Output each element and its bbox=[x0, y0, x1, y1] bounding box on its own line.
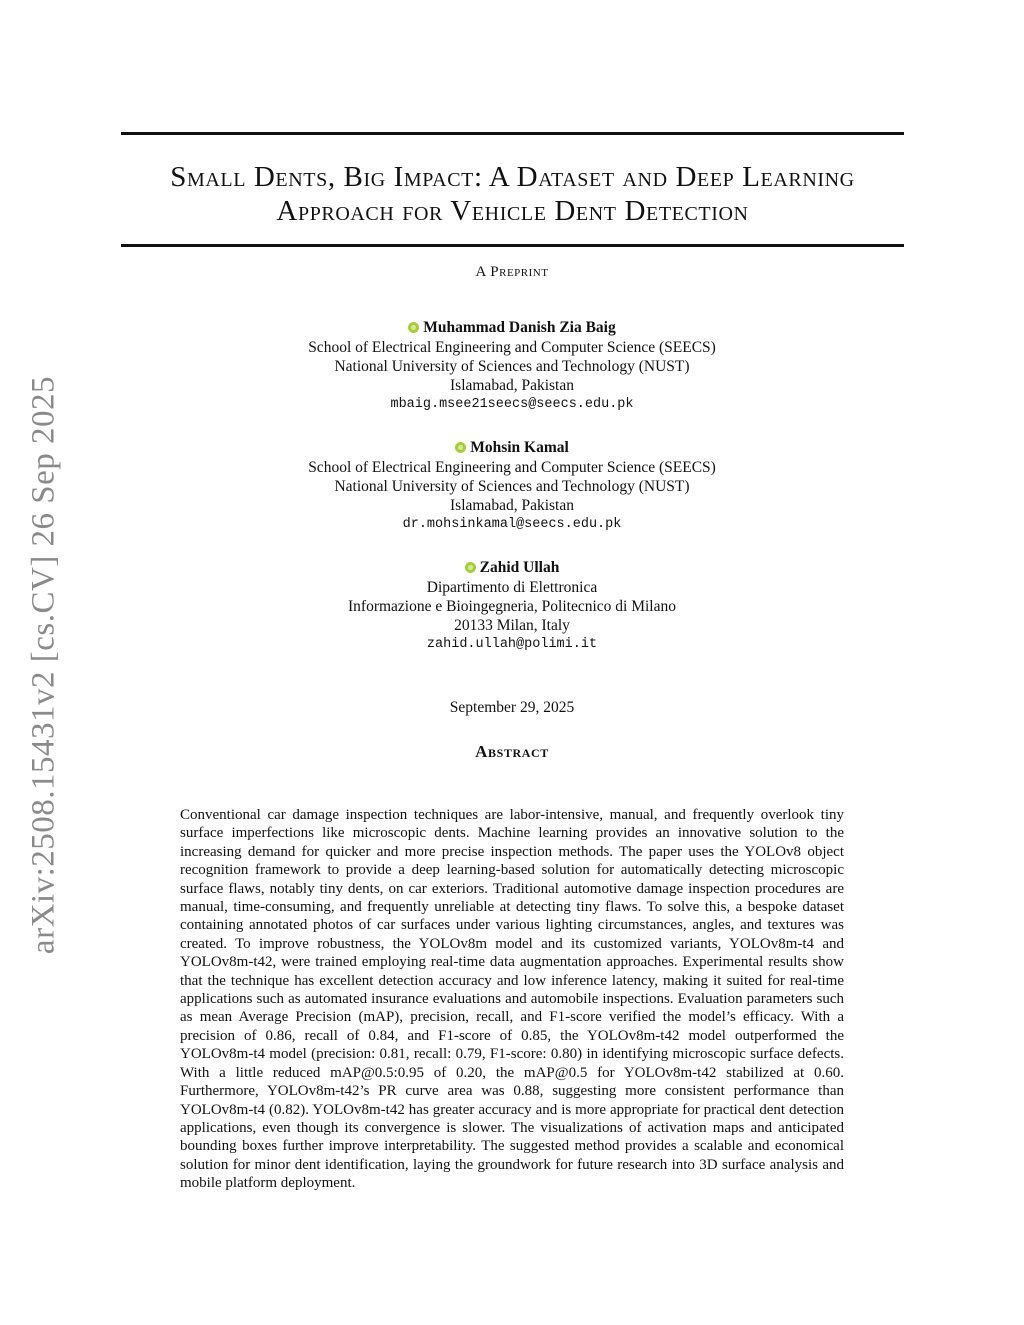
author-block-1 bbox=[0, 318, 1024, 414]
author-affiliation: National University of Sciences and Technology (NUST) bbox=[334, 358, 690, 375]
title-line-1: Small Dents, Big Impact: A Dataset and Deep Learning bbox=[170, 161, 855, 193]
author-email[interactable]: zahid.ullah@polimi.it bbox=[426, 637, 598, 652]
orcid-icon[interactable] bbox=[408, 322, 419, 333]
author-location: Islamabad, Pakistan bbox=[450, 377, 574, 394]
author-location: 20133 Milan, Italy bbox=[454, 617, 570, 634]
author-email[interactable]: mbaig.msee21seecs@seecs.edu.pk bbox=[390, 397, 634, 412]
preprint-label: A Preprint bbox=[475, 264, 549, 280]
arxiv-side-stamp: arXiv:2508.15431v2 [cs.CV] 26 Sep 2025 bbox=[25, 375, 62, 955]
author-name: Mohsin Kamal bbox=[455, 438, 569, 457]
paper-title bbox=[121, 160, 904, 228]
author-location: Islamabad, Pakistan bbox=[450, 497, 574, 514]
author-block-2 bbox=[0, 438, 1024, 534]
title-rule-top bbox=[121, 132, 904, 135]
title-line-2: Approach for Vehicle Dent Detection bbox=[276, 195, 749, 227]
author-affiliation: School of Electrical Engineering and Computer Science (SEECS) bbox=[308, 339, 716, 356]
abstract-text: Conventional car damage inspection techniques are labor-intensive, manual, and frequently overlook tiny surface imperfections like microscopic dents. Machine learning provides an innovative solution to the increasing demand for quicker and more precise inspection methods. The paper uses the YOLOv8 object recognition framework to provide a deep learning-based solution for automatically detecting microscopic surface flaws, notably tiny dents, on car exteriors. Traditional automotive damage inspection procedures are manual, time-consuming, and frequently unreliable at detecting tiny flaws. To solve this, a bespoke dataset containing annotated photos of car surfaces under various lighting circumstances, angles, and textures was created. To improve robustness, the YOLOv8m model and its customized variants, YOLOv8m-t4 and YOLOv8m-t42, were trained employing real-time data augmentation approaches. Experimental results show that the technique has excellent detection accuracy and low inference latency, making it suited for real-time applications such as automated insurance evaluations and automobile inspections. Evaluation parameters such as mean Average Precision (mAP), precision, recall, and F1-score verified the model’s efficacy. With a precision of 0.86, recall of 0.84, and F1-score of 0.85, the YOLOv8m-t42 model outperformed the YOLOv8m-t4 model (precision: 0.81, recall: 0.79, F1-score: 0.80) in identifying microscopic surface defects. With a little reduced mAP@0.5:0.95 of 0.20, the mAP@0.5 for YOLOv8m-t42 stabilized at 0.60. Furthermore, YOLOv8m-t42’s PR curve area was 0.88, suggesting more consistent performance than YOLOv8m-t4 (0.82). YOLOv8m-t42 has greater accuracy and is more appropriate for practical dent detection applications, even though its convergence is slower. The visualizations of activation maps and anticipated bounding boxes further improve interpretability. The suggested method provides a scalable and economical solution for minor dent identification, laying the groundwork for future research into 3D surface analysis and mobile platform deployment. bbox=[180, 807, 844, 1192]
orcid-icon[interactable] bbox=[455, 442, 466, 453]
title-rule-bottom bbox=[121, 244, 904, 247]
author-email[interactable]: dr.mohsinkamal@seecs.edu.pk bbox=[402, 517, 622, 532]
author-affiliation: National University of Sciences and Technology (NUST) bbox=[334, 478, 690, 495]
publication-date: September 29, 2025 bbox=[449, 699, 575, 716]
author-name: Zahid Ullah bbox=[465, 558, 560, 577]
author-affiliation: Informazione e Bioingegneria, Politecnico di Milano bbox=[348, 598, 676, 615]
author-block-3 bbox=[0, 558, 1024, 654]
author-affiliation: School of Electrical Engineering and Computer Science (SEECS) bbox=[308, 459, 716, 476]
abstract-heading: Abstract bbox=[475, 742, 549, 761]
author-affiliation: Dipartimento di Elettronica bbox=[426, 579, 598, 596]
author-name: Muhammad Danish Zia Baig bbox=[408, 318, 616, 337]
orcid-icon[interactable] bbox=[465, 562, 476, 573]
